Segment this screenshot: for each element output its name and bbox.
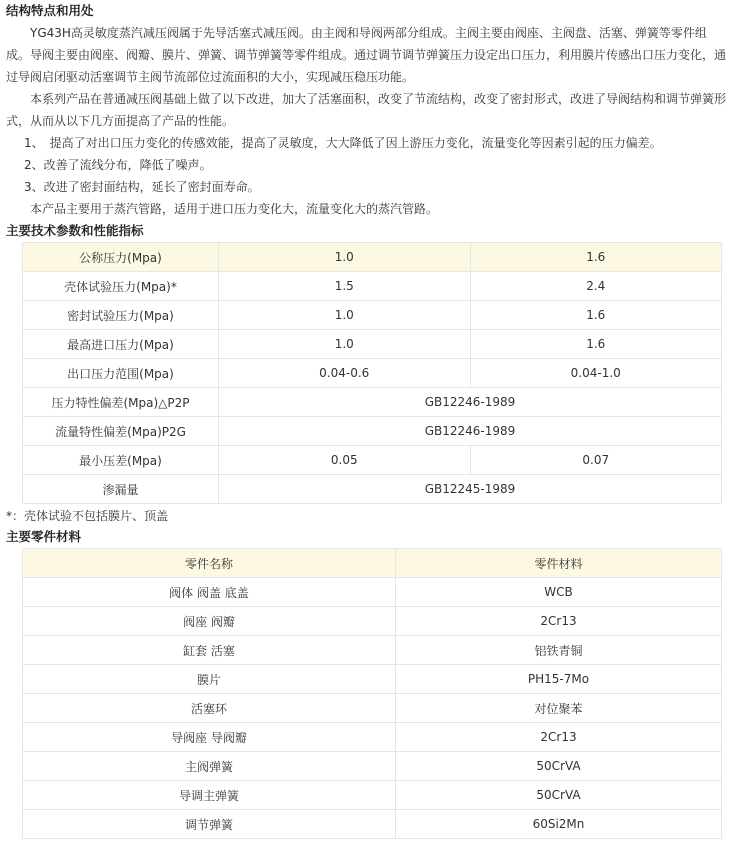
spec-label: 最小压差(Mpa) [23,446,219,475]
spec-label: 密封试验压力(Mpa) [23,301,219,330]
table-row [23,578,722,607]
table-header-row [23,549,722,578]
spec-value: 1.6 [470,330,722,359]
section-title-structure: 结构特点和用处 [6,3,94,18]
part-material: 2Cr13 [396,607,722,636]
spec-label: 渗漏量 [23,475,219,504]
spec-label: 公称压力(Mpa) [23,243,219,272]
part-material: 2Cr13 [396,723,722,752]
part-name: 调节弹簧 [23,810,396,839]
part-material: 50CrVA [396,752,722,781]
table-row [23,417,722,446]
list-item: 1、 提高了对出口压力变化的传感效能，提高了灵敏度，大大降低了因上游压力变化，流量变化等因素引起的压力偏差。 [24,136,662,150]
part-material: 对位聚苯 [396,694,722,723]
part-name: 膜片 [23,665,396,694]
part-name: 导阀座 导阀瓣 [23,723,396,752]
intro-paragraph: YG43H高灵敏度蒸汽减压阀属于先导活塞式减压阀。由主阀和导阀两部分组成。主阀主要由阀座、主阀盘、活塞、弹簧等零件组成。导阀主要由阀座、阀瓣、膜片、弹簧、调节弹簧等零件组成。通过调节调节弹簧压力设定出口压力，利用膜片传感出口压力变化，通过导阀启闭驱动活塞调节主阀节流部位过流面积的大小，实现减压稳压功能。 [6,26,727,84]
table-row [23,359,722,388]
column-header-material: 零件材料 [396,549,722,578]
table-row [23,636,722,665]
spec-value: 0.04-1.0 [470,359,722,388]
part-material: PH15-7Mo [396,665,722,694]
spec-value: 0.05 [219,446,471,475]
spec-value: GB12245-1989 [219,475,722,504]
improvement-paragraph: 本系列产品在普通减压阀基础上做了以下改进，加大了活塞面积，改变了节流结构，改变了密封形式，改进了导阀结构和调节弹簧形式，从而从以下几方面提高了产品的性能。 [6,92,727,128]
section-title-materials: 主要零件材料 [6,529,82,544]
spec-value: GB12246-1989 [219,417,722,446]
spec-value: 1.0 [219,330,471,359]
part-material: WCB [396,578,722,607]
part-material: 铝铁青铜 [396,636,722,665]
spec-value: 0.07 [470,446,722,475]
spec-value: 1.5 [219,272,471,301]
table-row [23,446,722,475]
spec-label: 压力特性偏差(Mpa)△P2P [23,388,219,417]
part-material: 60Si2Mn [396,810,722,839]
part-material: 50CrVA [396,781,722,810]
table-row [23,694,722,723]
section-title-specs: 主要技术参数和性能指标 [6,223,144,238]
materials-table [22,548,722,839]
spec-label: 最高进口压力(Mpa) [23,330,219,359]
table-row [23,388,722,417]
table-row [23,272,722,301]
spec-value: 2.4 [470,272,722,301]
spec-value: 1.6 [470,243,722,272]
table-row [23,243,722,272]
part-name: 主阀弹簧 [23,752,396,781]
table-row [23,752,722,781]
part-name: 阀座 阀瓣 [23,607,396,636]
part-name: 阀体 阀盖 底盖 [23,578,396,607]
list-item: 3、改进了密封面结构，延长了密封面寿命。 [24,180,260,194]
table-row [23,810,722,839]
list-item: 2、改善了流线分布，降低了噪声。 [24,158,212,172]
table-row [23,781,722,810]
part-name: 导调主弹簧 [23,781,396,810]
spec-value: 1.6 [470,301,722,330]
footnote: *：壳体试验不包括膜片、顶盖 [6,509,169,523]
table-row [23,330,722,359]
spec-value: GB12246-1989 [219,388,722,417]
table-row [23,723,722,752]
column-header-part-name: 零件名称 [23,549,396,578]
part-name: 活塞环 [23,694,396,723]
spec-value: 1.0 [219,301,471,330]
table-row [23,607,722,636]
table-row [23,475,722,504]
spec-value: 1.0 [219,243,471,272]
spec-label: 出口压力范围(Mpa) [23,359,219,388]
specs-table [22,242,722,504]
table-row [23,665,722,694]
spec-label: 壳体试验压力(Mpa)* [23,272,219,301]
usage-paragraph: 本产品主要用于蒸汽管路，适用于进口压力变化大，流量变化大的蒸汽管路。 [30,202,439,216]
table-row [23,301,722,330]
part-name: 缸套 活塞 [23,636,396,665]
spec-label: 流量特性偏差(Mpa)P2G [23,417,219,446]
spec-value: 0.04-0.6 [219,359,471,388]
